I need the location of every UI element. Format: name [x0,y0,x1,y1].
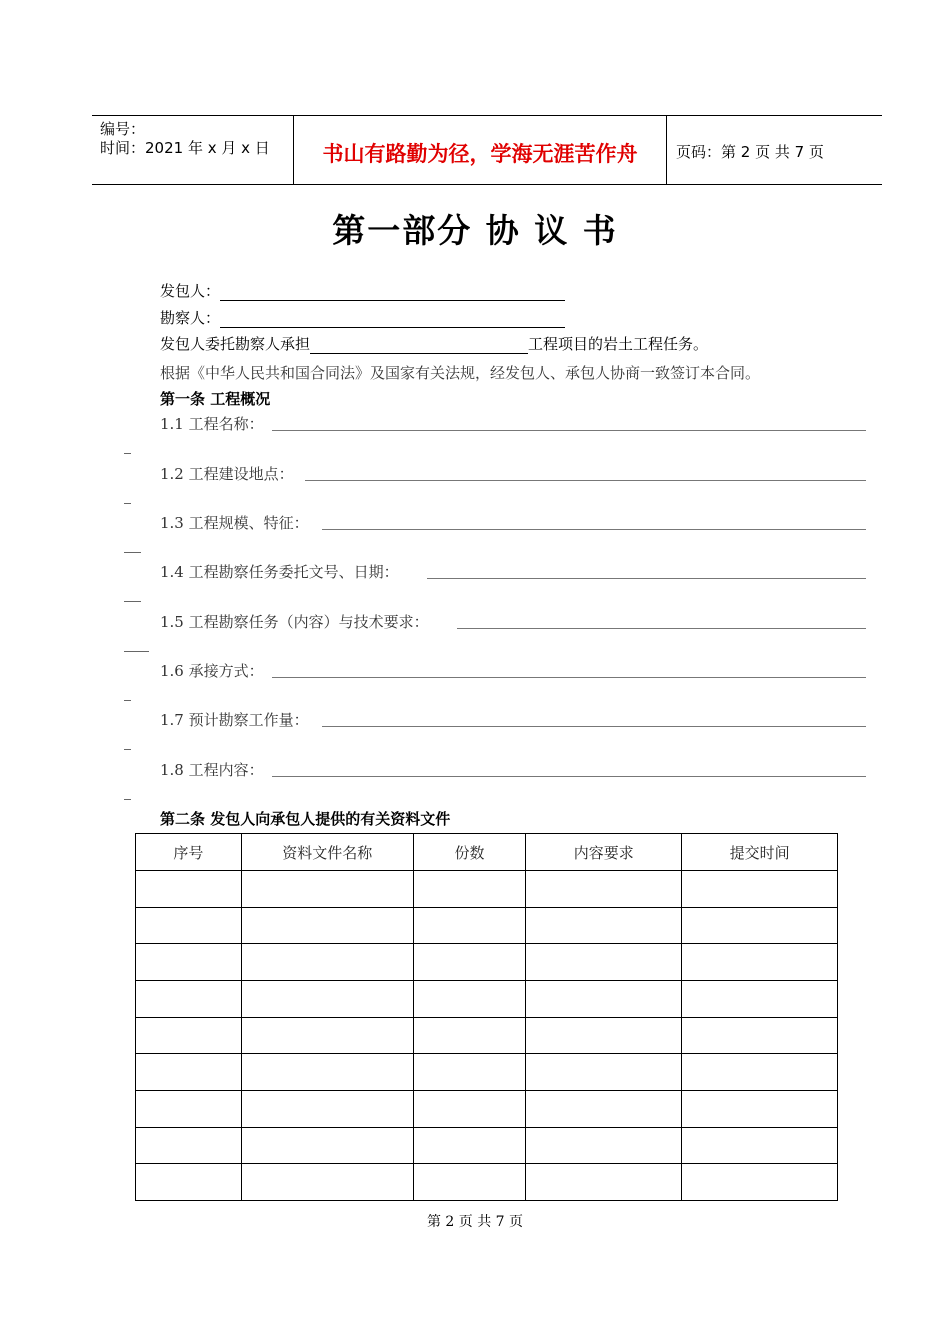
document-number-label: 编号： [100,120,146,138]
surveyor-line [160,307,565,328]
content-requirements-cell[interactable] [526,980,682,1017]
line-continuation-dash [124,700,131,701]
line-continuation-dash [124,552,141,553]
copies-cell[interactable] [413,1017,526,1054]
submission-time-cell[interactable] [682,1127,838,1164]
table-row [136,871,838,908]
content-requirements-cell[interactable] [526,1127,682,1164]
submission-time-cell[interactable] [682,1164,838,1201]
article-1-item-fill-line[interactable] [305,480,866,481]
index-cell[interactable] [136,944,242,981]
article-1-item-label: 1.5 工程勘察任务（内容）与技术要求： [160,613,429,631]
article-1-item-label: 1.4 工程勘察任务委托文号、日期： [160,563,399,581]
table-row [136,1127,838,1164]
column-header-index: 序号 [136,834,242,871]
copies-cell[interactable] [413,871,526,908]
article-1-item-fill-line[interactable] [272,430,866,431]
article-1-item-label: 1.3 工程规模、特征： [160,514,309,532]
commission-suffix: 工程项目的岩土工程任务。 [528,335,709,353]
line-continuation-dash [124,799,131,800]
document-name-cell[interactable] [241,1164,413,1201]
submission-time-cell[interactable] [682,944,838,981]
document-name-cell[interactable] [241,1127,413,1164]
submission-time-cell[interactable] [682,871,838,908]
table-row [136,944,838,981]
document-name-cell[interactable] [241,944,413,981]
article-1-item-fill-line[interactable] [272,677,866,678]
client-line [160,280,565,301]
surveyor-blank[interactable] [220,309,565,328]
article-1-item-fill-line[interactable] [427,578,866,579]
content-requirements-cell[interactable] [526,907,682,944]
index-cell[interactable] [136,1090,242,1127]
article-1-item-fill-line[interactable] [322,529,866,530]
index-cell[interactable] [136,980,242,1017]
table-row [136,1054,838,1091]
column-header-document-name: 资料文件名称 [241,834,413,871]
copies-cell[interactable] [413,944,526,981]
header-page-number: 页码：第 2 页 共 7 页 [676,143,824,161]
submission-time-cell[interactable] [682,907,838,944]
document-name-cell[interactable] [241,980,413,1017]
document-name-cell[interactable] [241,871,413,908]
index-cell[interactable] [136,1127,242,1164]
commission-prefix: 发包人委托勘察人承担 [160,335,311,353]
index-cell[interactable] [136,1054,242,1091]
document-name-cell[interactable] [241,907,413,944]
content-requirements-cell[interactable] [526,871,682,908]
article-2-heading: 第二条 发包人向承包人提供的有关资料文件 [160,810,451,828]
header-motto: 书山有路勤为径，学海无涯苦作舟 [322,142,638,166]
copies-cell[interactable] [413,1127,526,1164]
copies-cell[interactable] [413,1054,526,1091]
client-blank[interactable] [220,282,565,301]
content-requirements-cell[interactable] [526,1054,682,1091]
documents-table [135,833,838,1201]
line-continuation-dash [124,503,131,504]
submission-time-cell[interactable] [682,1017,838,1054]
article-1-item-fill-line[interactable] [272,776,866,777]
document-date: 时间：2021 年 x 月 x 日 [100,139,270,157]
table-row [136,980,838,1017]
copies-cell[interactable] [413,1164,526,1201]
article-1-heading: 第一条 工程概况 [160,390,271,408]
content-requirements-cell[interactable] [526,1090,682,1127]
line-continuation-dash [124,651,149,652]
index-cell[interactable] [136,871,242,908]
line-continuation-dash [124,453,131,454]
submission-time-cell[interactable] [682,1054,838,1091]
page-header [92,115,882,185]
column-header-copies: 份数 [413,834,526,871]
header-info [100,120,270,158]
contract-basis: 根据《中华人民共和国合同法》及国家有关法规，经发包人、承包人协商一致签订本合同。 [160,364,761,382]
copies-cell[interactable] [413,907,526,944]
line-continuation-dash [124,601,141,602]
article-1-item-label: 1.6 承接方式： [160,662,264,680]
header-divider [666,116,667,184]
table-header-row [136,834,838,871]
index-cell[interactable] [136,907,242,944]
line-continuation-dash [124,749,131,750]
content-requirements-cell[interactable] [526,1017,682,1054]
document-name-cell[interactable] [241,1090,413,1127]
article-1-item-label: 1.1 工程名称： [160,415,264,433]
submission-time-cell[interactable] [682,980,838,1017]
copies-cell[interactable] [413,1090,526,1127]
commission-line [160,333,708,354]
table-row [136,1164,838,1201]
article-1-item-fill-line[interactable] [457,628,866,629]
submission-time-cell[interactable] [682,1090,838,1127]
content-requirements-cell[interactable] [526,944,682,981]
article-1-item-label: 1.2 工程建设地点： [160,465,294,483]
page-footer: 第 2 页 共 7 页 [426,1214,524,1230]
article-1-item-label: 1.8 工程内容： [160,761,264,779]
column-header-submission-time: 提交时间 [682,834,838,871]
client-label: 发包人： [160,282,221,300]
copies-cell[interactable] [413,980,526,1017]
table-row [136,907,838,944]
document-name-cell[interactable] [241,1054,413,1091]
article-1-item-label: 1.7 预计勘察工作量： [160,711,309,729]
document-title: 第一部分 协 议 书 [332,211,618,250]
table-row [136,1017,838,1054]
surveyor-label: 勘察人： [160,309,221,327]
table-row [136,1090,838,1127]
article-1-item-fill-line[interactable] [322,726,866,727]
content-requirements-cell[interactable] [526,1164,682,1201]
document-name-cell[interactable] [241,1017,413,1054]
project-blank[interactable] [310,335,528,354]
index-cell[interactable] [136,1017,242,1054]
column-header-content-requirements: 内容要求 [526,834,682,871]
table-body [136,871,838,1201]
index-cell[interactable] [136,1164,242,1201]
